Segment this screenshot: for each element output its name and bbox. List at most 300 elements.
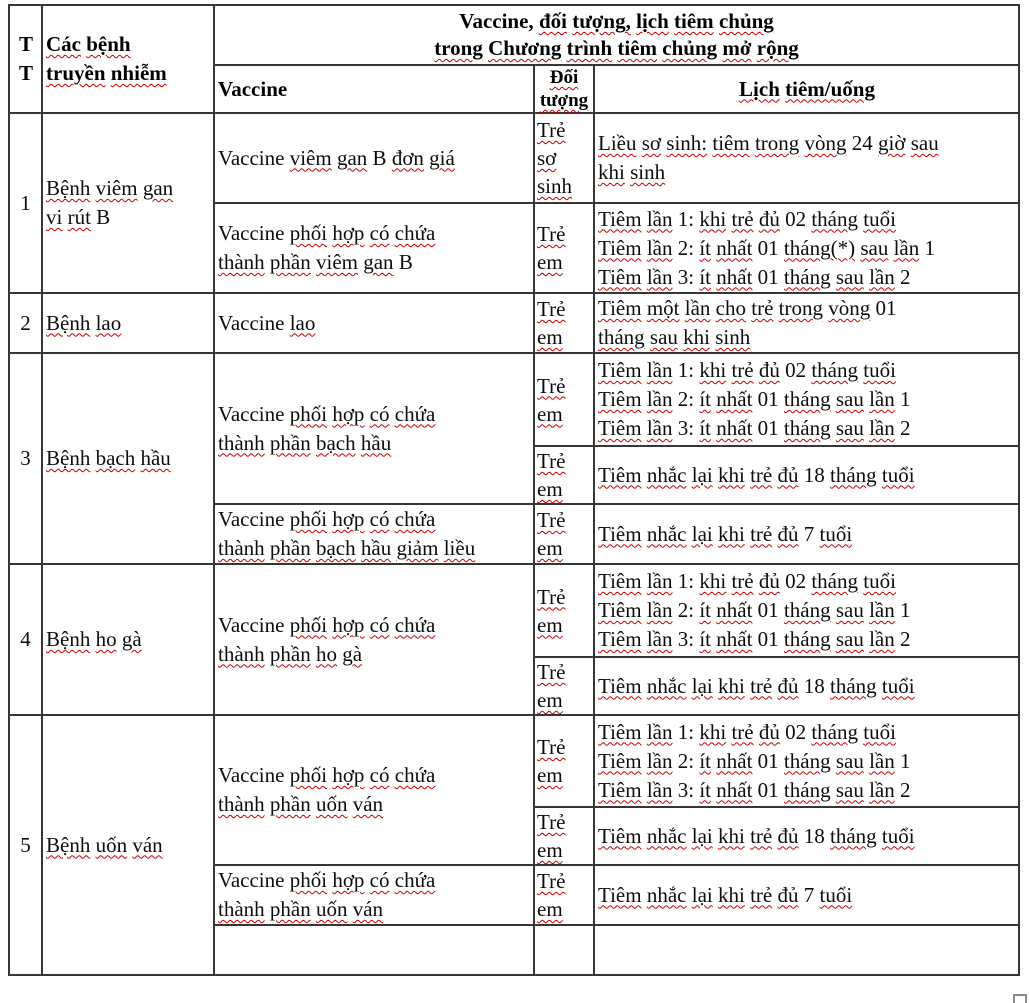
- word: nhắc: [646, 462, 687, 487]
- word: 1: [924, 235, 935, 260]
- word: chứa: [394, 221, 436, 245]
- schedule-cell: [594, 504, 1019, 564]
- word: lần: [646, 358, 673, 382]
- word: Tiêm: [598, 462, 642, 487]
- word: ít: [699, 387, 712, 411]
- text-line: [219, 8, 1014, 35]
- word: vi: [46, 205, 63, 229]
- word: khi: [699, 206, 727, 231]
- word: sau: [835, 598, 864, 622]
- word: Lịch: [739, 76, 780, 101]
- word: tuổi: [881, 823, 915, 848]
- text-line: [598, 129, 1016, 158]
- word: lần: [869, 748, 895, 773]
- text-line: [598, 385, 1016, 414]
- word: có: [369, 507, 390, 531]
- word: tháng: [783, 748, 831, 773]
- text-line: [218, 248, 531, 277]
- text-line: [218, 219, 531, 248]
- word: chủng: [662, 36, 718, 60]
- word: 02: [785, 206, 807, 231]
- word: tuổi: [863, 569, 896, 593]
- text-line: [537, 583, 591, 611]
- text-line: [598, 747, 1016, 776]
- word: ít: [699, 416, 712, 440]
- word: tượng: [539, 90, 589, 111]
- word: tiêm: [712, 131, 750, 155]
- word: lao: [95, 310, 122, 335]
- text-line: [537, 808, 591, 836]
- table-row: [9, 564, 1019, 657]
- word: lần: [646, 569, 673, 593]
- word: thành: [218, 792, 265, 816]
- word: 2:: [677, 387, 695, 411]
- word: lịch: [636, 9, 669, 33]
- word: Bệnh: [46, 832, 91, 857]
- word: gà: [121, 627, 142, 651]
- word: hợp: [332, 612, 365, 637]
- word: lại: [691, 882, 713, 907]
- word: Bệnh: [46, 176, 91, 200]
- word: B: [372, 145, 387, 170]
- header-disease-cell: [42, 5, 214, 113]
- word: lại: [691, 823, 713, 848]
- word: liều: [443, 536, 476, 560]
- word: tượng,: [572, 9, 631, 33]
- word: hợp: [332, 763, 365, 787]
- text-line: [598, 596, 1016, 625]
- vaccine-cell: [214, 504, 534, 564]
- word: đủ: [777, 882, 799, 907]
- vaccination-schedule-table: [8, 4, 1020, 976]
- text-line: [218, 895, 531, 924]
- word: Tiêm: [598, 416, 642, 440]
- word: giá: [429, 145, 455, 170]
- text-line: [218, 429, 531, 458]
- target-cell: [534, 113, 594, 203]
- word: nhất: [716, 387, 753, 411]
- word: em: [537, 325, 563, 349]
- word: gan: [336, 145, 368, 170]
- word: hầu: [360, 536, 392, 560]
- word: lần: [869, 387, 895, 411]
- word: ván: [352, 897, 384, 921]
- word: nhất: [716, 264, 753, 289]
- target-cell: [534, 353, 594, 446]
- word: ho: [315, 641, 337, 666]
- disease-cell: [42, 564, 214, 715]
- text-line: [218, 761, 531, 790]
- word: trong: [754, 131, 800, 155]
- word: trẻ: [751, 296, 774, 320]
- word: hầu: [360, 430, 392, 455]
- word: Vaccine: [218, 612, 285, 637]
- word: Vaccine,: [459, 9, 534, 33]
- word: vòng: [828, 296, 871, 320]
- schedule-cell: [594, 657, 1019, 715]
- word: Trẻ: [537, 373, 566, 398]
- schedule-cell: [594, 807, 1019, 865]
- word: Trẻ: [537, 735, 566, 759]
- word: lần: [684, 296, 711, 320]
- word: trẻ: [750, 673, 773, 698]
- header-vaccine-cell: [214, 65, 534, 113]
- word: 1:: [677, 358, 695, 382]
- word: trẻ: [750, 462, 773, 487]
- word: bạch: [95, 446, 136, 470]
- word: Các: [46, 32, 81, 56]
- word: ít: [699, 748, 712, 773]
- word: Trẻ: [537, 508, 566, 532]
- text-line: [537, 611, 591, 639]
- target-cell: [534, 865, 594, 925]
- word: tháng: [811, 206, 858, 231]
- word: 2:: [677, 598, 695, 622]
- word: 18: [803, 673, 825, 698]
- text-line: [598, 323, 1016, 352]
- word: Tiêm: [598, 358, 642, 382]
- word: uốn: [315, 792, 348, 816]
- word: hợp: [332, 221, 365, 245]
- word: khi: [718, 462, 745, 487]
- word: 18: [803, 462, 825, 487]
- word: phối: [289, 221, 328, 245]
- word: phối: [289, 612, 328, 637]
- word: B: [96, 205, 111, 229]
- text-line: [537, 733, 591, 761]
- word: thành: [218, 897, 265, 921]
- schedule-cell: [594, 293, 1019, 353]
- word: Vaccine: [218, 763, 285, 787]
- schedule-cell: [594, 446, 1019, 504]
- stray-character-box: [1013, 994, 1027, 1003]
- word: em: [537, 897, 563, 921]
- text-line: [46, 59, 211, 88]
- word: khi: [718, 673, 745, 698]
- word: Vaccine: [218, 401, 285, 426]
- word: trẻ: [731, 569, 754, 593]
- word: uốn: [315, 897, 348, 921]
- text-line: [46, 625, 211, 654]
- word: đủ: [758, 569, 780, 593]
- word: tháng: [811, 569, 858, 593]
- target-cell: [534, 504, 594, 564]
- word: tuổi: [881, 462, 915, 487]
- word: hầu: [140, 446, 171, 470]
- word: trong: [778, 296, 823, 320]
- text-line: [46, 831, 211, 860]
- word: 3:: [677, 264, 695, 289]
- word: nhất: [716, 748, 753, 773]
- text-line: [218, 866, 531, 895]
- word: sau: [860, 235, 889, 260]
- text-line: [46, 203, 211, 232]
- word: tuổi: [819, 521, 853, 546]
- header-tt-cell: [9, 5, 42, 113]
- word: sinh: [715, 325, 751, 349]
- word: 2: [899, 627, 911, 651]
- text-line: [219, 35, 1014, 62]
- schedule-cell: [594, 113, 1019, 203]
- word: trẻ: [750, 823, 773, 848]
- word: cho: [715, 296, 746, 320]
- schedule-cell: [594, 865, 1019, 925]
- word: tiêm: [617, 36, 658, 60]
- word: giảm: [396, 536, 439, 560]
- tt-cell: 4: [9, 564, 42, 715]
- word: tháng: [783, 777, 831, 802]
- word: Trẻ: [537, 810, 566, 834]
- text-line: [537, 372, 591, 400]
- word: khi: [683, 325, 710, 349]
- word: lần: [646, 264, 673, 289]
- word: Tiêm: [598, 627, 642, 651]
- word: lần: [893, 235, 920, 260]
- text-line: [537, 144, 591, 172]
- word: có: [369, 868, 390, 892]
- word: phần: [269, 250, 311, 274]
- word: ít: [699, 264, 712, 289]
- text-line: [537, 534, 591, 562]
- word: Tiêm: [598, 387, 642, 411]
- word: Trẻ: [537, 869, 566, 893]
- word: 1: [899, 387, 911, 411]
- text-line: [218, 640, 531, 669]
- word: 01: [757, 777, 779, 802]
- word: 24: [851, 131, 873, 155]
- word: sinh:: [666, 131, 708, 155]
- text-line: [598, 294, 1016, 323]
- word: Trẻ: [537, 297, 566, 321]
- word: chứa: [394, 612, 436, 637]
- word: Chương: [488, 36, 562, 60]
- word: 3:: [677, 627, 695, 651]
- word: sau: [835, 387, 864, 411]
- text-line: [598, 520, 1016, 549]
- word: B: [398, 250, 413, 274]
- table-row: [9, 353, 1019, 446]
- word: Vaccine: [218, 310, 285, 335]
- word: đơn: [391, 145, 424, 170]
- text-line: [598, 776, 1016, 805]
- text-line: [537, 295, 591, 323]
- word: lần: [646, 387, 673, 411]
- text-line: [598, 822, 1016, 851]
- word: khi: [718, 882, 745, 907]
- word: đủ: [777, 823, 799, 848]
- word: lần: [646, 627, 673, 651]
- header-schedule-cell: [594, 65, 1019, 113]
- text-line: [537, 867, 591, 895]
- text-line: [598, 672, 1016, 701]
- word: Liều: [598, 131, 637, 155]
- word: 01: [757, 416, 779, 440]
- word: nhắc: [646, 882, 687, 907]
- word: Vaccine: [218, 145, 285, 170]
- text-line: [598, 461, 1016, 490]
- word: mở: [722, 36, 752, 60]
- word: Trẻ: [537, 449, 566, 473]
- word: gà: [342, 641, 363, 666]
- word: tuổi: [863, 719, 896, 744]
- table-row: [9, 113, 1019, 203]
- word: tháng: [811, 719, 858, 744]
- word: 2: [899, 777, 911, 802]
- text-line: [537, 506, 591, 534]
- word: sau: [835, 416, 864, 440]
- word: tháng: [830, 673, 877, 698]
- text-line: [536, 89, 592, 112]
- word: nhắc: [646, 823, 687, 848]
- target-cell: [534, 657, 594, 715]
- text-line: [537, 658, 591, 686]
- word: trong: [434, 36, 483, 60]
- text-line: [218, 790, 531, 819]
- word: T: [18, 61, 33, 85]
- word: ván: [352, 792, 384, 816]
- word: rút: [67, 205, 91, 229]
- word: em: [537, 477, 563, 501]
- word: tháng: [783, 416, 831, 440]
- word: phối: [289, 401, 328, 426]
- disease-cell: [42, 293, 214, 353]
- text-line: [598, 234, 1016, 263]
- word: 01: [757, 598, 779, 622]
- text-line: [46, 444, 211, 473]
- word: lần: [869, 627, 895, 651]
- word: lần: [869, 777, 895, 802]
- word: vòng: [804, 131, 847, 155]
- word: tháng: [783, 264, 831, 289]
- word: uốn: [95, 832, 128, 857]
- word: khi: [718, 823, 745, 848]
- text-line: [537, 172, 591, 200]
- word: Tiêm: [598, 882, 642, 907]
- word: nhắc: [646, 521, 687, 546]
- word: 18: [803, 823, 825, 848]
- word: lần: [646, 719, 673, 744]
- vaccine-cell: [214, 203, 534, 293]
- target-cell: [534, 446, 594, 504]
- text-line: [537, 836, 591, 864]
- word: 1:: [677, 206, 695, 231]
- word: Vaccine: [218, 76, 288, 101]
- word: lần: [646, 777, 673, 802]
- word: ít: [699, 235, 712, 260]
- word: lần: [646, 598, 673, 622]
- word: Tiêm: [598, 719, 642, 744]
- word: em: [537, 688, 563, 712]
- word: sơ: [641, 131, 662, 155]
- tt-cell: 3: [9, 353, 42, 564]
- word: trình: [566, 36, 613, 60]
- text-line: [598, 356, 1016, 385]
- word: trẻ: [750, 882, 773, 907]
- word: ho: [95, 627, 117, 651]
- word: khi: [699, 719, 727, 744]
- word: 01: [757, 627, 779, 651]
- word: em: [537, 612, 563, 637]
- word: đủ: [777, 462, 799, 487]
- word: 7: [803, 882, 815, 907]
- word: sau: [835, 777, 864, 802]
- empty-target-cell: [534, 925, 594, 975]
- word: bạch: [315, 430, 356, 455]
- tt-cell: 1: [9, 113, 42, 293]
- word: Trẻ: [537, 118, 566, 142]
- word: thành: [218, 430, 265, 455]
- word: tháng: [783, 387, 831, 411]
- word: tiêm: [674, 9, 714, 33]
- disease-cell: [42, 113, 214, 293]
- word: Tiêm: [598, 823, 642, 848]
- word: Bệnh: [46, 627, 91, 651]
- word: chủng: [718, 9, 774, 33]
- word: phần: [269, 792, 311, 816]
- word: khi: [598, 160, 625, 184]
- word: 01: [757, 387, 779, 411]
- word: Trẻ: [537, 584, 566, 609]
- word: tháng: [783, 627, 831, 651]
- word: lại: [691, 673, 713, 698]
- schedule-cell: [594, 203, 1019, 293]
- word: có: [369, 401, 390, 426]
- word: viêm: [315, 250, 358, 274]
- word: ít: [699, 627, 712, 651]
- word: sinh: [537, 174, 573, 198]
- word: tuổi: [881, 673, 915, 698]
- vaccine-cell: [214, 564, 534, 715]
- word: tháng: [598, 325, 645, 349]
- word: 1:: [677, 719, 695, 744]
- word: phần: [269, 536, 311, 560]
- word: có: [369, 221, 390, 245]
- word: Đối: [549, 67, 579, 88]
- word: Tiêm: [598, 521, 642, 546]
- word: đối: [538, 9, 567, 33]
- header-target-cell: [534, 65, 594, 113]
- word: lần: [869, 264, 895, 289]
- word: phần: [269, 641, 311, 666]
- text-line: [537, 248, 591, 276]
- word: thành: [218, 536, 265, 560]
- schedule-cell: [594, 353, 1019, 446]
- word: em: [537, 536, 563, 560]
- word: ván: [132, 832, 163, 857]
- word: trẻ: [731, 719, 754, 744]
- word: Tiêm: [598, 569, 642, 593]
- text-line: [218, 534, 531, 563]
- word: Tiêm: [598, 264, 642, 289]
- word: tháng: [830, 823, 877, 848]
- word: lại: [691, 462, 713, 487]
- word: lại: [691, 521, 713, 546]
- word: hợp: [332, 507, 365, 531]
- target-cell: [534, 564, 594, 657]
- word: nhất: [716, 235, 753, 260]
- text-line: [537, 447, 591, 475]
- word: 01: [757, 235, 779, 260]
- word: hợp: [332, 868, 365, 892]
- word: em: [537, 838, 563, 862]
- text-line: [537, 475, 591, 503]
- text-line: [537, 400, 591, 428]
- word: Tiêm: [598, 235, 642, 260]
- word: trẻ: [750, 521, 773, 546]
- word: tháng(*): [783, 235, 856, 260]
- word: phối: [289, 763, 328, 787]
- schedule-cell: [594, 715, 1019, 807]
